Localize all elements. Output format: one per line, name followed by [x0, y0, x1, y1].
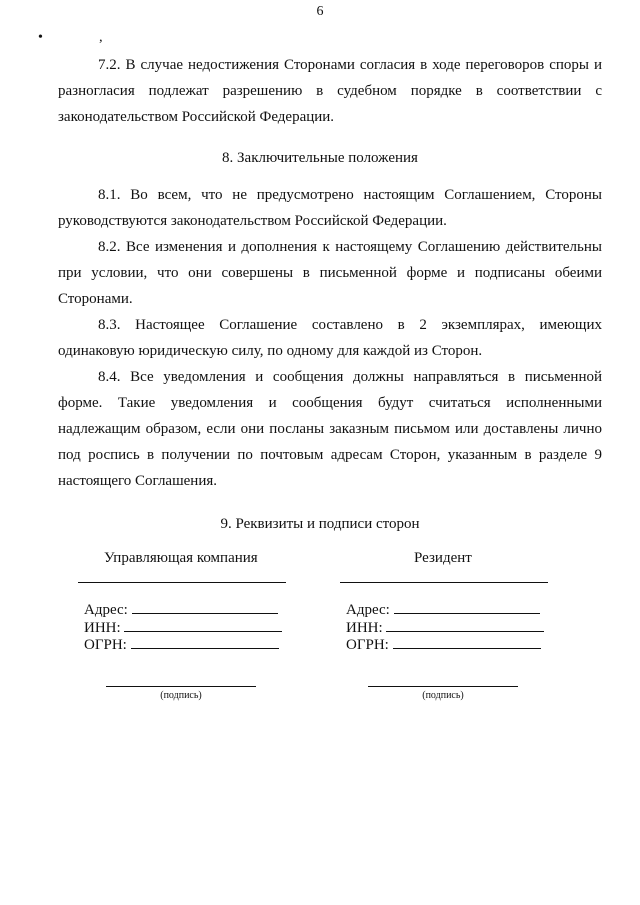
margin-marks: • ‚ [38, 30, 130, 45]
left-inn-field [84, 619, 282, 637]
right-address-line [394, 601, 540, 614]
right-inn-field [346, 619, 544, 637]
left-address-label: Адрес: [84, 602, 128, 618]
clause-7-2: 7.2. В случае недостижения Сторонами согласия в ходе переговоров споры и разногласия подлежат разрешению в судебном порядке в соответствии с законодательством Российской Федерации. [58, 57, 602, 125]
clause-8-4: 8.4. Все уведомления и сообщения должны направляться в письменной форме. Такие уведомления и сообщения будут считаться исполненными надлежащим образом, если они посланы заказным письмом или доставлены лично под роспись в получении по почтовым адресам Сторон, указанным в разделе 9 настоящего Соглашения. [58, 369, 602, 489]
clause-8-1: 8.1. Во всем, что не предусмотрено настоящим Соглашением, Стороны руководствуются законодательством Российской Федерации. [58, 187, 602, 229]
right-inn-label: ИНН: [346, 620, 383, 636]
left-party-name-line [78, 582, 286, 583]
left-inn-line [124, 619, 282, 632]
left-ogrn-line [131, 636, 279, 649]
right-address-field [346, 601, 540, 619]
right-ogrn-label: ОГРН: [346, 637, 389, 653]
left-ogrn-field [84, 636, 279, 654]
section-9-title: 9. Реквизиты и подписи сторон [220, 516, 420, 532]
right-ogrn-line [393, 636, 541, 649]
left-signature-caption: (подпись) [160, 690, 202, 701]
left-address-line [132, 601, 278, 614]
right-party-title: Резидент [414, 550, 472, 566]
page-number: 6 [316, 4, 324, 19]
section-8-title: 8. Заключительные положения [222, 150, 418, 166]
clause-8-2: 8.2. Все изменения и дополнения к настоящему Соглашению действительны при условии, что они совершены в письменной форме и подписаны обеими Сторонами. [58, 239, 602, 307]
left-address-field [84, 601, 278, 619]
right-party-name-line [340, 582, 548, 583]
left-inn-label: ИНН: [84, 620, 121, 636]
right-inn-line [386, 619, 544, 632]
right-address-label: Адрес: [346, 602, 390, 618]
clause-8-3: 8.3. Настоящее Соглашение составлено в 2 экземплярах, имеющих одинаковую юридическую силу, по одному для каждой из Сторон. [58, 317, 602, 359]
right-signature-line [368, 686, 518, 687]
left-signature-line [106, 686, 256, 687]
left-ogrn-label: ОГРН: [84, 637, 127, 653]
right-signature-caption: (подпись) [422, 690, 464, 701]
right-ogrn-field [346, 636, 541, 654]
left-party-title: Управляющая компания [104, 550, 258, 566]
